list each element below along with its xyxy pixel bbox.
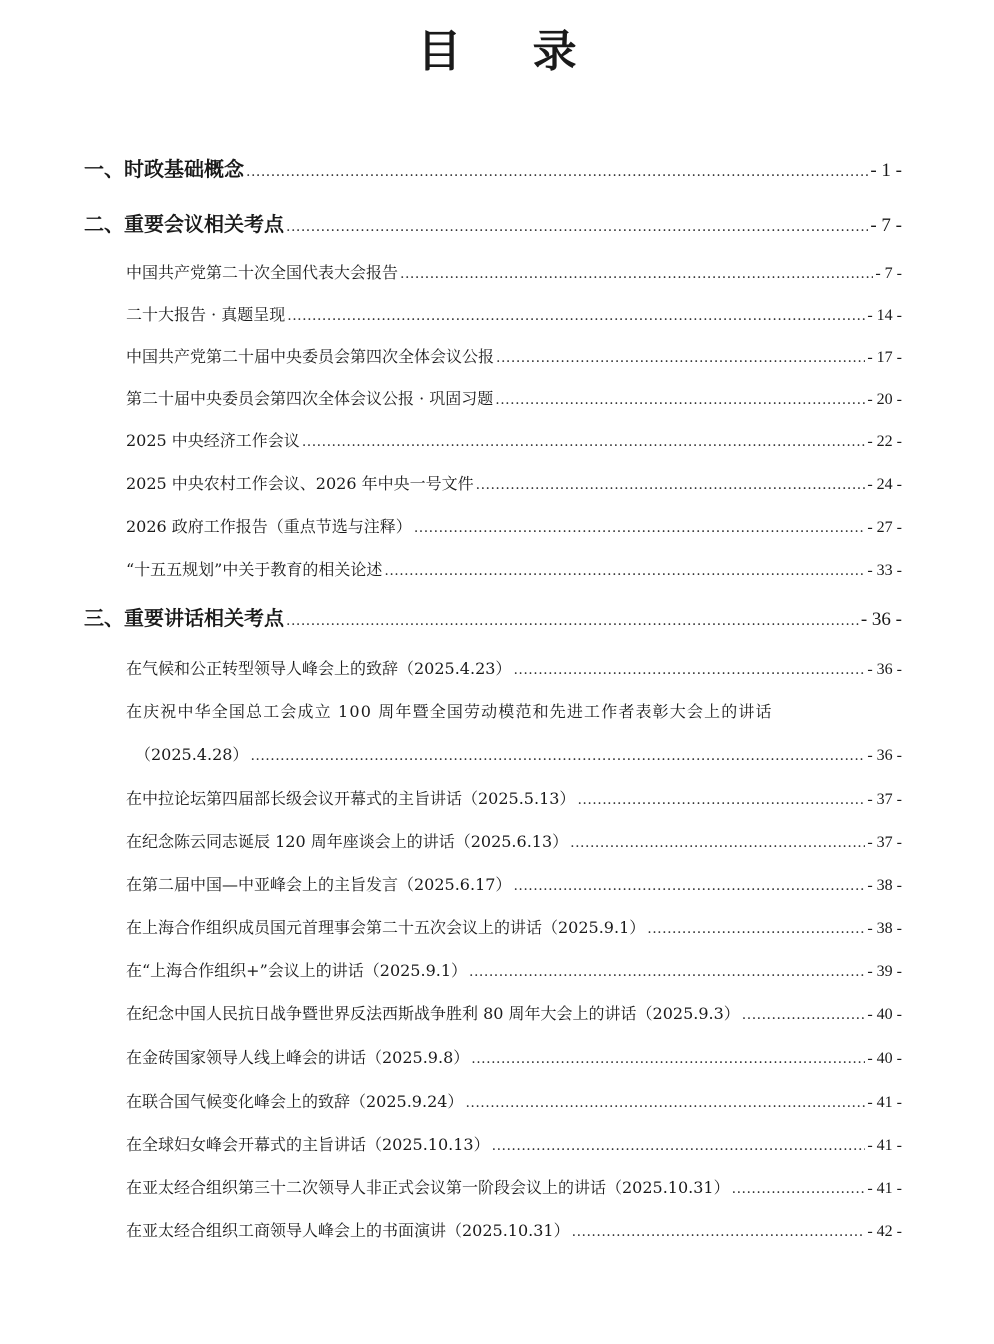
toc-page-number: - 7 - <box>870 215 902 236</box>
dot-leader <box>469 959 865 985</box>
toc-entry-label: 在“上海合作组织+”会议上的讲话（2025.9.1） <box>126 961 468 980</box>
toc-page-number: - 14 - <box>867 307 902 324</box>
dot-leader <box>465 1090 865 1116</box>
toc-page-number: - 40 - <box>867 1006 902 1023</box>
toc-entry[interactable] <box>126 1001 902 1027</box>
toc-entry[interactable] <box>126 872 902 898</box>
toc-section-label: 三、重要讲话相关考点 <box>84 606 284 630</box>
toc-entry[interactable] <box>126 915 902 941</box>
dot-leader <box>384 558 865 584</box>
dot-leader <box>414 515 866 541</box>
toc-entry[interactable] <box>126 1218 902 1244</box>
toc-entry[interactable] <box>126 1045 902 1071</box>
toc-entry[interactable] <box>126 557 902 583</box>
toc-page-number: - 36 - <box>867 747 902 764</box>
toc-entry-label: 在金砖国家领导人线上峰会的讲话（2025.9.8） <box>126 1048 470 1067</box>
toc-entry-label: 2025 中央农村工作会议、2026 年中央一号文件 <box>126 474 474 493</box>
toc-entry[interactable] <box>126 302 902 328</box>
toc-entry[interactable] <box>126 1089 902 1115</box>
toc-page-number: - 38 - <box>867 920 902 937</box>
toc-entry[interactable] <box>126 829 902 855</box>
dot-leader <box>246 157 868 187</box>
toc-page-number: - 17 - <box>867 349 902 366</box>
toc-entry-label: 在气候和公正转型领导人峰会上的致辞（2025.4.23） <box>126 659 512 678</box>
toc-entry-label: 在庆祝中华全国总工会成立 100 周年暨全国劳动模范和先进工作者表彰大会上的讲话 <box>126 702 773 721</box>
toc-page-number: - 24 - <box>867 476 902 493</box>
dot-leader <box>513 657 865 683</box>
dot-leader <box>742 1002 866 1028</box>
dot-leader <box>286 212 868 242</box>
toc-entry-continuation[interactable] <box>135 742 902 768</box>
toc-section-1[interactable] <box>84 154 902 184</box>
dot-leader <box>476 472 866 498</box>
toc-page-number: - 41 - <box>867 1094 902 1111</box>
dot-leader <box>572 1219 866 1245</box>
dot-leader <box>492 1133 866 1159</box>
toc-entry-label: 2025 中央经济工作会议 <box>126 431 300 450</box>
dot-leader <box>250 743 865 769</box>
toc-page-number: - 27 - <box>867 519 902 536</box>
toc-entry[interactable] <box>126 260 902 286</box>
toc-entry-label: 在中拉论坛第四届部长级会议开幕式的主旨讲话（2025.5.13） <box>126 789 576 808</box>
toc-entry[interactable] <box>126 1175 902 1201</box>
dot-leader <box>577 787 865 813</box>
toc-entry-label: 在全球妇女峰会开幕式的主旨讲话（2025.10.13） <box>126 1135 490 1154</box>
dot-leader <box>495 387 865 413</box>
dot-leader <box>400 261 873 287</box>
dot-leader <box>513 873 865 899</box>
toc-page-number: - 41 - <box>867 1180 902 1197</box>
toc-entry[interactable] <box>126 656 902 682</box>
toc-entry-label: “十五五规划”中关于教育的相关论述 <box>126 560 383 579</box>
dot-leader <box>570 830 865 856</box>
toc-page-number: - 33 - <box>867 562 902 579</box>
toc-entry[interactable] <box>126 344 902 370</box>
toc-page-number: - 20 - <box>867 391 902 408</box>
toc-page-number: - 39 - <box>867 963 902 980</box>
toc-entry[interactable] <box>126 386 902 412</box>
dot-leader <box>286 606 859 636</box>
toc-page-number: - 22 - <box>867 433 902 450</box>
toc-entry[interactable] <box>126 428 902 454</box>
toc-page-number: - 42 - <box>867 1223 902 1240</box>
toc-entry[interactable] <box>126 786 902 812</box>
toc-entry-label: 二十大报告 · 真题呈现 <box>126 305 286 324</box>
toc-entry-label: 在第二届中国—中亚峰会上的主旨发言（2025.6.17） <box>126 875 512 894</box>
toc-section-2[interactable] <box>84 209 902 239</box>
dot-leader <box>732 1176 866 1202</box>
toc-entry-label: 在亚太经合组织第三十二次领导人非正式会议第一阶段会议上的讲话（2025.10.31） <box>126 1178 730 1197</box>
toc-entry-label: 在上海合作组织成员国元首理事会第二十五次会议上的讲话（2025.9.1） <box>126 918 646 937</box>
toc-page-number: - 1 - <box>870 160 902 181</box>
toc-entry-label: 第二十届中央委员会第四次全体会议公报 · 巩固习题 <box>126 389 494 408</box>
toc-entry-label: 在纪念陈云同志诞辰 120 周年座谈会上的讲话（2025.6.13） <box>126 832 569 851</box>
toc-page-number: - 37 - <box>867 791 902 808</box>
toc-page-number: - 40 - <box>867 1050 902 1067</box>
dot-leader <box>496 345 865 371</box>
toc-entry-label: 在纪念中国人民抗日战争暨世界反法西斯战争胜利 80 周年大会上的讲话（2025.9.3） <box>126 1004 740 1023</box>
toc-page-number: - 7 - <box>875 265 902 282</box>
toc-page-number: - 37 - <box>867 834 902 851</box>
toc-entry[interactable] <box>126 514 902 540</box>
toc-entry[interactable] <box>126 471 902 497</box>
dot-leader <box>471 1046 865 1072</box>
dot-leader <box>302 429 866 455</box>
toc-entry[interactable] <box>126 1132 902 1158</box>
toc-entry-label: 2026 政府工作报告（重点节选与注释） <box>126 517 412 536</box>
toc-page-number: - 41 - <box>867 1137 902 1154</box>
toc-entry-label: 在亚太经合组织工商领导人峰会上的书面演讲（2025.10.31） <box>126 1221 570 1240</box>
page-title: 目 录 <box>417 26 605 77</box>
toc-entry-wrapped-line[interactable] <box>126 699 904 725</box>
toc-entry-label: 在联合国气候变化峰会上的致辞（2025.9.24） <box>126 1092 464 1111</box>
toc-page-number: - 36 - <box>867 661 902 678</box>
toc-section-label: 一、时政基础概念 <box>84 157 244 181</box>
toc-section-label: 二、重要会议相关考点 <box>84 212 284 236</box>
toc-entry-label: 中国共产党第二十届中央委员会第四次全体会议公报 <box>126 347 495 366</box>
toc-entry-label-continuation: （2025.4.28） <box>135 745 249 764</box>
dot-leader <box>287 303 865 329</box>
toc-section-3[interactable] <box>84 603 902 633</box>
toc-entry[interactable] <box>126 958 902 984</box>
toc-entry-label: 中国共产党第二十次全国代表大会报告 <box>126 263 399 282</box>
dot-leader <box>647 916 865 942</box>
toc-page-number: - 38 - <box>867 877 902 894</box>
toc-page-number: - 36 - <box>860 609 902 630</box>
